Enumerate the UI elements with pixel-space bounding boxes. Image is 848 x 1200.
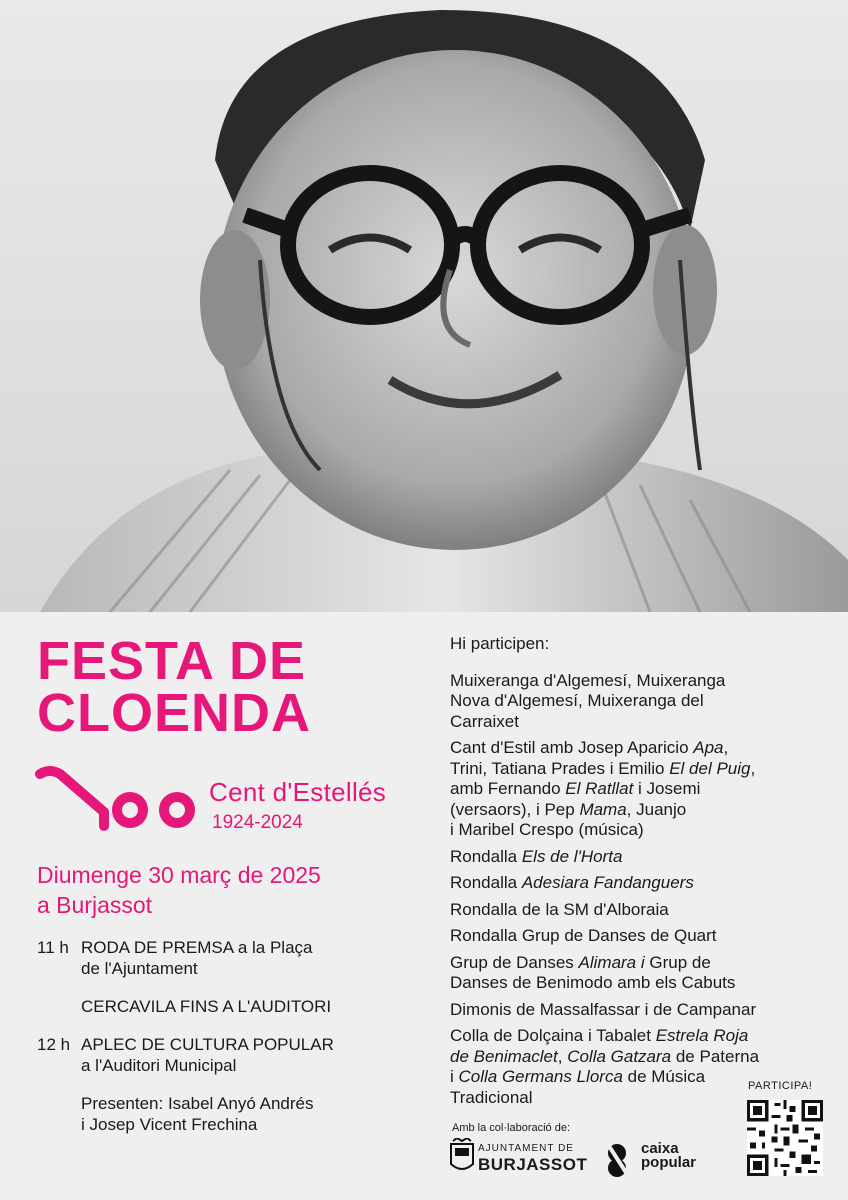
participant-line: Tradicional: [450, 1087, 533, 1107]
participant-line: Nova d'Algemesí, Muixeranga del: [450, 691, 704, 710]
ajuntament-name: BURJASSOT: [478, 1155, 588, 1174]
participant-line: Colla de Dolçaina i Tabalet Estrela Roja: [450, 1026, 749, 1045]
schedule-time: 11 h: [37, 938, 69, 957]
schedule-text: RODA DE PREMSA a la Plaça: [81, 938, 313, 957]
participant-line: Rondalla Grup de Danses de Quart: [450, 926, 717, 945]
participant-line: Muixeranga d'Algemesí, Muixeranga: [450, 670, 726, 690]
participant-line: i Colla Germans Llorca de Música: [450, 1067, 706, 1086]
event-title-line1: FESTA DE: [37, 631, 307, 691]
participant-line: Danses de Benimodo amb els Cabuts: [450, 973, 736, 992]
participa-label: PARTICIPA!: [748, 1080, 813, 1092]
event-date-day: Diumenge 30 març de 2025: [37, 862, 321, 888]
participant-line: Carraixet: [450, 711, 519, 731]
participant-group: [450, 671, 830, 733]
participant-group: [450, 1000, 830, 1021]
participant-line: Grup de Danses Alimara i Grup de: [450, 952, 711, 972]
participant-line: Rondalla de la SM d'Alboraia: [450, 899, 669, 919]
qr-code-icon[interactable]: [747, 1100, 823, 1176]
participant-line: i Maribel Crespo (música): [450, 820, 644, 839]
schedule: [37, 937, 437, 1152]
event-title-line2: CLOENDA: [37, 683, 311, 743]
event-date-place: a Burjassot: [37, 892, 153, 918]
participant-group: [450, 847, 830, 868]
participants: [450, 634, 830, 1114]
schedule-text: Presenten: Isabel Anyó Andrés: [81, 1094, 314, 1113]
participant-group: [450, 1026, 830, 1108]
schedule-time: 12 h: [37, 1035, 71, 1054]
caixa-line2: popular: [641, 1154, 696, 1171]
participant-line: Trini, Tatiana Prades i Emilio El del Puig,: [450, 758, 756, 778]
ajuntament-label: AJUNTAMENT DE: [478, 1143, 574, 1154]
schedule-text: APLEC DE CULTURA POPULAR: [81, 1035, 334, 1054]
caixa-line1: caixa: [641, 1140, 679, 1157]
participant-group: [450, 953, 830, 994]
schedule-row: [37, 1034, 437, 1076]
schedule-row: [37, 937, 437, 979]
participants-heading: Hi participen:: [450, 634, 550, 653]
participant-line: amb Fernando El Ratllat i Josemi: [450, 779, 701, 798]
collaboration-label: Amb la col·laboració de:: [452, 1122, 571, 1134]
participant-line: Rondalla Els de l'Horta: [450, 846, 623, 866]
logo-name: Cent d'Estellés: [209, 777, 387, 807]
event-title: [37, 631, 311, 743]
cent-estelles-logo-icon: [34, 762, 196, 834]
participant-group: [450, 926, 830, 947]
participant-line: de Benimaclet, Colla Gatzara de Paterna: [450, 1046, 760, 1066]
logo-years: 1924-2024: [212, 812, 303, 833]
participant-line: Cant d'Estil amb Josep Aparicio Apa,: [450, 738, 729, 757]
participant-line: Rondalla Adesiara Fandanguers: [450, 873, 694, 892]
schedule-text: a l'Auditori Municipal: [81, 1056, 237, 1075]
event-date: [37, 860, 321, 920]
participant-group: [450, 900, 830, 921]
schedule-text: CERCAVILA FINS A L'AUDITORI: [81, 997, 332, 1016]
schedule-row: [37, 996, 437, 1017]
participant-group: [450, 738, 830, 841]
participant-line: (versaors), i Pep Mama, Juanjo: [450, 799, 687, 819]
participant-group: [450, 873, 830, 894]
schedule-text: de l'Ajuntament: [81, 959, 198, 978]
participant-line: Dimonis de Massalfassar i de Campanar: [450, 999, 757, 1019]
schedule-text: i Josep Vicent Frechina: [81, 1115, 258, 1134]
schedule-row: [37, 1093, 437, 1135]
